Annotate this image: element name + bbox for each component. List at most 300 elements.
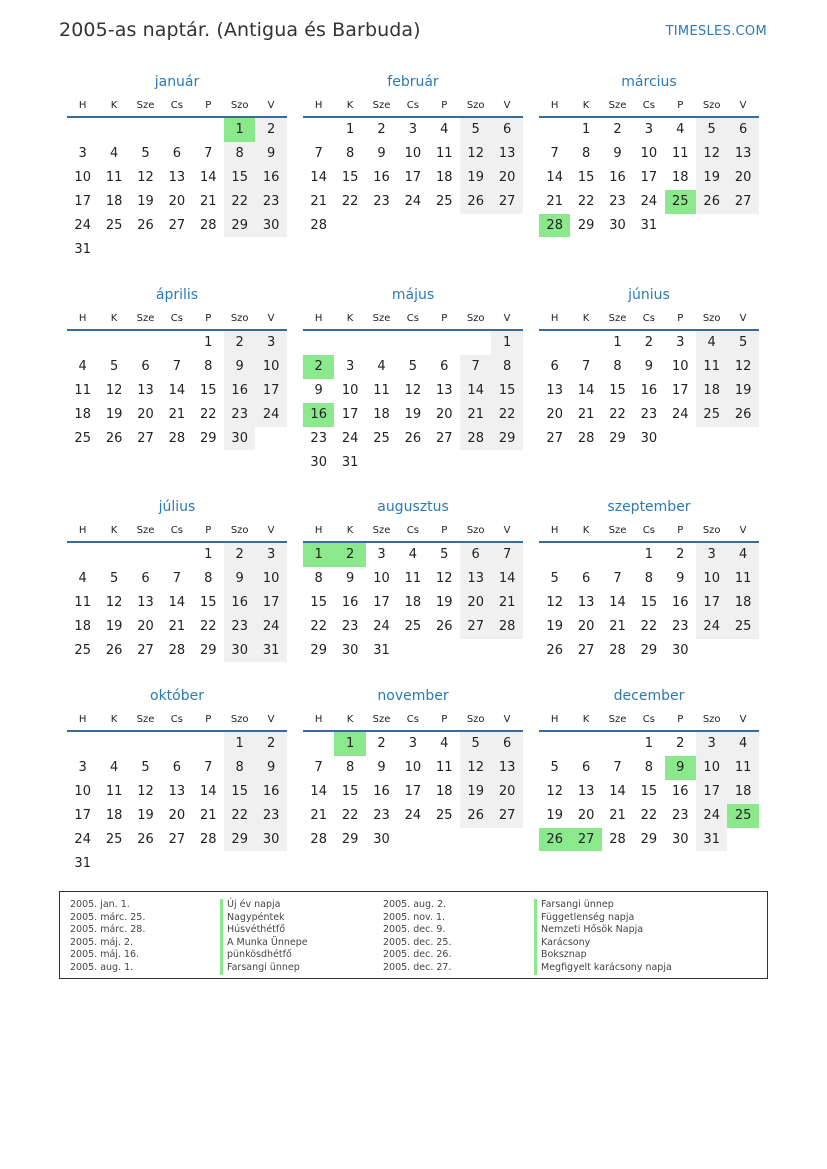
day-cell: 26 — [105, 642, 123, 658]
day-cell: 15 — [224, 780, 255, 804]
day-cell: 27 — [168, 217, 186, 233]
day-cell: 14 — [168, 594, 186, 610]
day-cell: 25 — [436, 807, 453, 823]
day-cell: 27 — [137, 642, 154, 658]
day-cell: 26 — [546, 642, 563, 658]
day-cell: 1 — [204, 335, 213, 350]
weekday-header: Cs — [642, 714, 655, 725]
day-cell: 29 — [609, 430, 626, 446]
day-cell: 27 — [168, 831, 186, 847]
weekday-header: P — [441, 313, 448, 324]
day-cell: 6 — [141, 358, 150, 374]
day-cell: 14 — [200, 169, 217, 185]
day-cell: 11 — [74, 594, 91, 610]
day-cell: 14 — [168, 382, 186, 398]
holiday-day-cell: 2 — [334, 543, 365, 567]
day-cell: 24 — [404, 193, 422, 209]
day-cell: 18 — [404, 594, 422, 610]
day-cell: 23 — [310, 430, 327, 446]
day-cell: 9 — [224, 355, 255, 379]
day-cell: 22 — [341, 807, 359, 823]
day-cell: 20 — [168, 807, 186, 823]
month-name: augusztus — [377, 499, 449, 515]
holiday-name: Megfigyelt karácsony napja — [534, 962, 672, 975]
month-name: szeptember — [607, 499, 691, 515]
day-cell: 2 — [377, 736, 386, 751]
holiday-name: Karácsony — [534, 937, 672, 950]
holiday-day-cell: 1 — [224, 118, 255, 142]
day-cell: 7 — [550, 145, 559, 161]
weekday-header: P — [677, 525, 684, 536]
day-cell: 6 — [491, 732, 522, 756]
day-cell: 5 — [408, 358, 418, 374]
day-cell: 14 — [310, 783, 327, 799]
day-cell: 5 — [460, 732, 491, 756]
day-cell: 24 — [696, 804, 727, 828]
weekday-header: H — [78, 714, 87, 725]
day-cell: 15 — [640, 594, 658, 610]
weekday-header: P — [205, 100, 212, 111]
weekday-header: Sze — [608, 313, 627, 324]
day-cell: 31 — [341, 454, 359, 470]
day-cell: 12 — [696, 142, 727, 166]
holiday-name: Boksznap — [534, 949, 672, 962]
day-cell: 2 — [676, 736, 685, 751]
day-cell: 18 — [105, 193, 123, 209]
weekday-header: V — [739, 100, 747, 111]
day-cell: 15 — [640, 783, 658, 799]
day-cell: 22 — [341, 193, 359, 209]
day-cell: 8 — [644, 570, 654, 586]
day-cell: 5 — [109, 570, 119, 586]
day-cell: 19 — [546, 618, 563, 634]
day-cell: 12 — [727, 355, 758, 379]
day-cell: 3 — [696, 732, 727, 756]
day-cell: 14 — [310, 169, 327, 185]
day-cell: 23 — [672, 807, 689, 823]
holiday-name: A Munka Ünnepe — [220, 937, 308, 950]
day-cell: 19 — [105, 618, 123, 634]
day-cell: 6 — [141, 570, 150, 586]
day-cell: 20 — [491, 780, 522, 804]
day-cell: 2 — [676, 547, 685, 562]
day-cell: 14 — [609, 783, 626, 799]
day-cell: 24 — [640, 193, 658, 209]
weekday-header: V — [267, 525, 275, 536]
weekday-header: K — [110, 525, 118, 536]
weekday-header: Szo — [466, 525, 485, 536]
weekday-header: K — [346, 525, 354, 536]
day-cell: 13 — [436, 382, 453, 398]
month-name: május — [391, 287, 435, 303]
day-cell: 29 — [577, 217, 595, 233]
day-cell: 9 — [345, 570, 355, 586]
day-cell: 17 — [373, 594, 390, 610]
day-cell: 27 — [137, 430, 154, 446]
day-cell: 27 — [491, 804, 522, 828]
weekday-header: Szo — [230, 525, 249, 536]
day-cell: 9 — [255, 756, 286, 780]
weekday-header: Szo — [702, 100, 721, 111]
day-cell: 6 — [581, 570, 591, 586]
day-cell: 11 — [373, 382, 390, 398]
day-cell: 15 — [341, 169, 359, 185]
day-cell: 23 — [609, 193, 626, 209]
day-cell: 13 — [168, 783, 186, 799]
day-cell: 9 — [377, 145, 386, 161]
day-cell: 11 — [727, 756, 758, 780]
day-cell: 3 — [377, 547, 386, 562]
day-cell: 18 — [672, 169, 689, 185]
weekday-header: V — [267, 714, 275, 725]
day-cell: 17 — [341, 406, 359, 422]
weekday-header: K — [582, 313, 590, 324]
weekday-header: K — [582, 525, 590, 536]
weekday-header: P — [441, 100, 448, 111]
day-cell: 10 — [404, 759, 422, 775]
day-cell: 1 — [345, 122, 355, 137]
day-cell: 2 — [224, 331, 255, 355]
day-cell: 7 — [172, 570, 182, 586]
day-cell: 4 — [109, 759, 119, 775]
day-cell: 6 — [491, 118, 522, 142]
page-title: 2005-as naptár. (Antigua és Barbuda) — [59, 19, 421, 41]
weekday-header: Cs — [170, 714, 183, 725]
day-cell: 17 — [696, 591, 727, 615]
day-cell: 7 — [204, 759, 213, 775]
holiday-day-cell: 1 — [334, 732, 365, 756]
day-cell: 22 — [200, 618, 217, 634]
weekday-header: K — [582, 714, 590, 725]
day-cell: 14 — [577, 382, 595, 398]
weekday-header: P — [677, 100, 684, 111]
day-cell: 7 — [613, 570, 622, 586]
legend-dates-col-2 — [383, 899, 451, 975]
day-cell: 6 — [172, 145, 182, 161]
weekday-header: Sze — [608, 100, 627, 111]
holiday-name: Új év napja — [220, 899, 308, 912]
day-cell: 1 — [204, 547, 213, 562]
weekday-header: H — [314, 525, 323, 536]
day-cell: 31 — [696, 828, 727, 852]
day-cell: 17 — [640, 169, 658, 185]
day-cell: 4 — [727, 732, 758, 756]
holiday-day-cell: 9 — [665, 756, 696, 780]
day-cell: 12 — [404, 382, 422, 398]
day-cell: 1 — [644, 736, 654, 751]
day-cell: 29 — [200, 642, 217, 658]
holiday-date: 2005. máj. 16. — [70, 949, 140, 961]
day-cell: 16 — [609, 169, 626, 185]
day-cell: 6 — [581, 759, 591, 775]
day-cell: 11 — [74, 382, 91, 398]
day-cell: 10 — [696, 756, 727, 780]
day-cell: 16 — [672, 594, 689, 610]
day-cell: 16 — [640, 382, 658, 398]
day-cell: 22 — [224, 190, 255, 214]
day-cell: 10 — [74, 783, 91, 799]
day-cell: 27 — [460, 615, 491, 639]
day-cell: 28 — [609, 831, 626, 847]
holiday-name: Függetlenség napja — [534, 912, 672, 925]
weekday-header: Szo — [466, 100, 485, 111]
day-cell: 16 — [255, 166, 286, 190]
weekday-header: V — [739, 525, 747, 536]
day-cell: 23 — [373, 193, 390, 209]
day-cell: 5 — [550, 759, 559, 775]
legend-names-col-1 — [220, 899, 308, 975]
holiday-day-cell: 1 — [303, 543, 334, 567]
day-cell: 2 — [613, 122, 622, 137]
day-cell: 31 — [74, 855, 91, 871]
month-name: július — [158, 499, 196, 515]
day-cell: 8 — [314, 570, 323, 586]
weekday-header: K — [346, 100, 354, 111]
weekday-header: Cs — [642, 313, 655, 324]
day-cell: 24 — [373, 618, 390, 634]
day-cell: 25 — [74, 430, 91, 446]
day-cell: 7 — [581, 358, 591, 374]
day-cell: 19 — [546, 807, 563, 823]
day-cell: 3 — [255, 543, 286, 567]
day-cell: 22 — [640, 618, 658, 634]
day-cell: 30 — [640, 430, 658, 446]
day-cell: 3 — [78, 145, 87, 161]
day-cell: 26 — [404, 430, 422, 446]
day-cell: 15 — [310, 594, 327, 610]
day-cell: 20 — [727, 166, 758, 190]
day-cell: 27 — [577, 642, 595, 658]
day-cell: 7 — [613, 759, 622, 775]
day-cell: 22 — [577, 193, 595, 209]
day-cell: 29 — [640, 831, 658, 847]
day-cell: 17 — [255, 379, 286, 403]
day-cell: 28 — [310, 831, 327, 847]
holiday-date: 2005. aug. 2. — [383, 899, 447, 910]
day-cell: 30 — [255, 214, 286, 238]
month-name: december — [613, 688, 685, 704]
day-cell: 24 — [696, 615, 727, 639]
weekday-header: K — [582, 100, 590, 111]
day-cell: 20 — [577, 807, 595, 823]
day-cell: 4 — [727, 543, 758, 567]
day-cell: 25 — [105, 831, 123, 847]
day-cell: 3 — [408, 736, 418, 751]
holiday-name: Farsangi ünnep — [220, 962, 308, 975]
weekday-header: Cs — [170, 100, 183, 111]
weekday-header: P — [441, 525, 448, 536]
month-name: március — [621, 74, 677, 90]
weekday-header: P — [441, 714, 448, 725]
day-cell: 1 — [581, 122, 591, 137]
day-cell: 1 — [491, 331, 522, 355]
day-cell: 17 — [74, 193, 91, 209]
holiday-legend — [59, 891, 768, 979]
day-cell: 10 — [74, 169, 91, 185]
day-cell: 11 — [105, 783, 123, 799]
weekday-header: K — [110, 100, 118, 111]
weekday-header: Cs — [406, 525, 419, 536]
day-cell: 12 — [436, 570, 453, 586]
day-cell: 5 — [727, 331, 758, 355]
weekday-header: V — [267, 100, 275, 111]
weekday-header: Sze — [608, 525, 627, 536]
day-cell: 19 — [460, 166, 491, 190]
day-cell: 9 — [255, 142, 286, 166]
holiday-name: pünkösdhétfő — [220, 949, 308, 962]
day-cell: 14 — [200, 783, 217, 799]
day-cell: 20 — [491, 166, 522, 190]
day-cell: 12 — [105, 594, 123, 610]
day-cell: 21 — [200, 193, 217, 209]
day-cell: 19 — [727, 379, 758, 403]
day-cell: 10 — [672, 358, 689, 374]
day-cell: 8 — [204, 570, 213, 586]
day-cell: 27 — [546, 430, 563, 446]
weekday-header: Sze — [372, 525, 391, 536]
day-cell: 4 — [78, 358, 87, 374]
day-cell: 29 — [224, 828, 255, 852]
day-cell: 6 — [172, 759, 182, 775]
day-cell: 16 — [672, 783, 689, 799]
day-cell: 24 — [255, 403, 286, 427]
day-cell: 18 — [436, 169, 453, 185]
day-cell: 18 — [74, 406, 91, 422]
day-cell: 21 — [310, 193, 327, 209]
weekday-header: Cs — [406, 100, 419, 111]
day-cell: 4 — [109, 145, 119, 161]
day-cell: 11 — [672, 145, 689, 161]
day-cell: 22 — [491, 403, 522, 427]
day-cell: 30 — [255, 828, 286, 852]
day-cell: 17 — [696, 780, 727, 804]
day-cell: 20 — [436, 406, 453, 422]
day-cell: 27 — [436, 430, 453, 446]
day-cell: 18 — [727, 780, 758, 804]
day-cell: 12 — [546, 783, 563, 799]
day-cell: 20 — [168, 193, 186, 209]
weekday-header: K — [346, 313, 354, 324]
day-cell: 21 — [609, 618, 626, 634]
day-cell: 13 — [491, 756, 522, 780]
day-cell: 30 — [341, 642, 359, 658]
day-cell: 24 — [74, 831, 91, 847]
day-cell: 3 — [345, 358, 355, 374]
day-cell: 15 — [200, 594, 217, 610]
day-cell: 14 — [609, 594, 626, 610]
day-cell: 7 — [172, 358, 182, 374]
weekday-header: Cs — [406, 714, 419, 725]
day-cell: 16 — [341, 594, 359, 610]
holiday-day-cell: 26 — [539, 828, 570, 852]
day-cell: 6 — [550, 358, 559, 374]
day-cell: 20 — [137, 618, 154, 634]
day-cell: 30 — [609, 217, 626, 233]
holiday-date: 2005. márc. 28. — [70, 924, 146, 936]
weekday-header: Szo — [466, 313, 485, 324]
weekday-header: H — [314, 100, 323, 111]
day-cell: 28 — [491, 615, 522, 639]
day-cell: 16 — [255, 780, 286, 804]
day-cell: 26 — [105, 430, 123, 446]
day-cell: 21 — [168, 618, 186, 634]
day-cell: 30 — [373, 831, 390, 847]
day-cell: 13 — [168, 169, 186, 185]
day-cell: 29 — [224, 214, 255, 238]
day-cell: 19 — [404, 406, 422, 422]
weekday-header: P — [677, 313, 684, 324]
legend-dates-col-1 — [70, 899, 145, 975]
day-cell: 31 — [255, 639, 286, 663]
day-cell: 11 — [696, 355, 727, 379]
holiday-date: 2005. aug. 1. — [70, 961, 134, 973]
day-cell: 16 — [224, 591, 255, 615]
holiday-date: 2005. márc. 25. — [70, 911, 146, 923]
day-cell: 2 — [255, 118, 286, 142]
day-cell: 6 — [727, 118, 758, 142]
site-link[interactable]: TIMESLES.COM — [665, 24, 767, 39]
holiday-date: 2005. dec. 27. — [383, 961, 452, 973]
day-cell: 22 — [310, 618, 327, 634]
day-cell: 8 — [224, 142, 255, 166]
holiday-name: Nagypéntek — [220, 912, 308, 925]
day-cell: 11 — [436, 145, 453, 161]
day-cell: 15 — [577, 169, 595, 185]
day-cell: 29 — [310, 642, 327, 658]
day-cell: 10 — [404, 145, 422, 161]
day-cell: 19 — [137, 193, 154, 209]
month-name: november — [377, 688, 449, 704]
day-cell: 6 — [440, 358, 449, 374]
day-cell: 17 — [74, 807, 91, 823]
weekday-header: V — [503, 313, 511, 324]
weekday-header: Sze — [136, 714, 155, 725]
day-cell: 25 — [105, 217, 123, 233]
day-cell: 7 — [314, 759, 323, 775]
day-cell: 23 — [373, 807, 390, 823]
day-cell: 30 — [672, 831, 689, 847]
day-cell: 8 — [224, 756, 255, 780]
day-cell: 13 — [460, 567, 491, 591]
weekday-header: V — [503, 525, 511, 536]
day-cell: 25 — [74, 642, 91, 658]
weekday-header: Szo — [230, 100, 249, 111]
day-cell: 13 — [577, 783, 595, 799]
month-name: június — [628, 287, 670, 303]
weekday-header: Sze — [136, 525, 155, 536]
day-cell: 19 — [105, 406, 123, 422]
day-cell: 15 — [491, 379, 522, 403]
day-cell: 17 — [672, 382, 689, 398]
day-cell: 11 — [105, 169, 123, 185]
day-cell: 14 — [460, 379, 491, 403]
day-cell: 18 — [696, 379, 727, 403]
day-cell: 21 — [200, 807, 217, 823]
day-cell: 1 — [613, 335, 622, 350]
day-cell: 26 — [137, 217, 154, 233]
weekday-header: Sze — [608, 714, 627, 725]
day-cell: 27 — [491, 190, 522, 214]
day-cell: 28 — [310, 217, 327, 233]
day-cell: 2 — [224, 543, 255, 567]
day-cell: 30 — [672, 642, 689, 658]
day-cell: 8 — [644, 759, 654, 775]
day-cell: 5 — [141, 145, 150, 161]
weekday-header: Cs — [170, 525, 183, 536]
weekday-header: Szo — [230, 313, 249, 324]
day-cell: 13 — [577, 594, 595, 610]
day-cell: 28 — [460, 427, 491, 451]
